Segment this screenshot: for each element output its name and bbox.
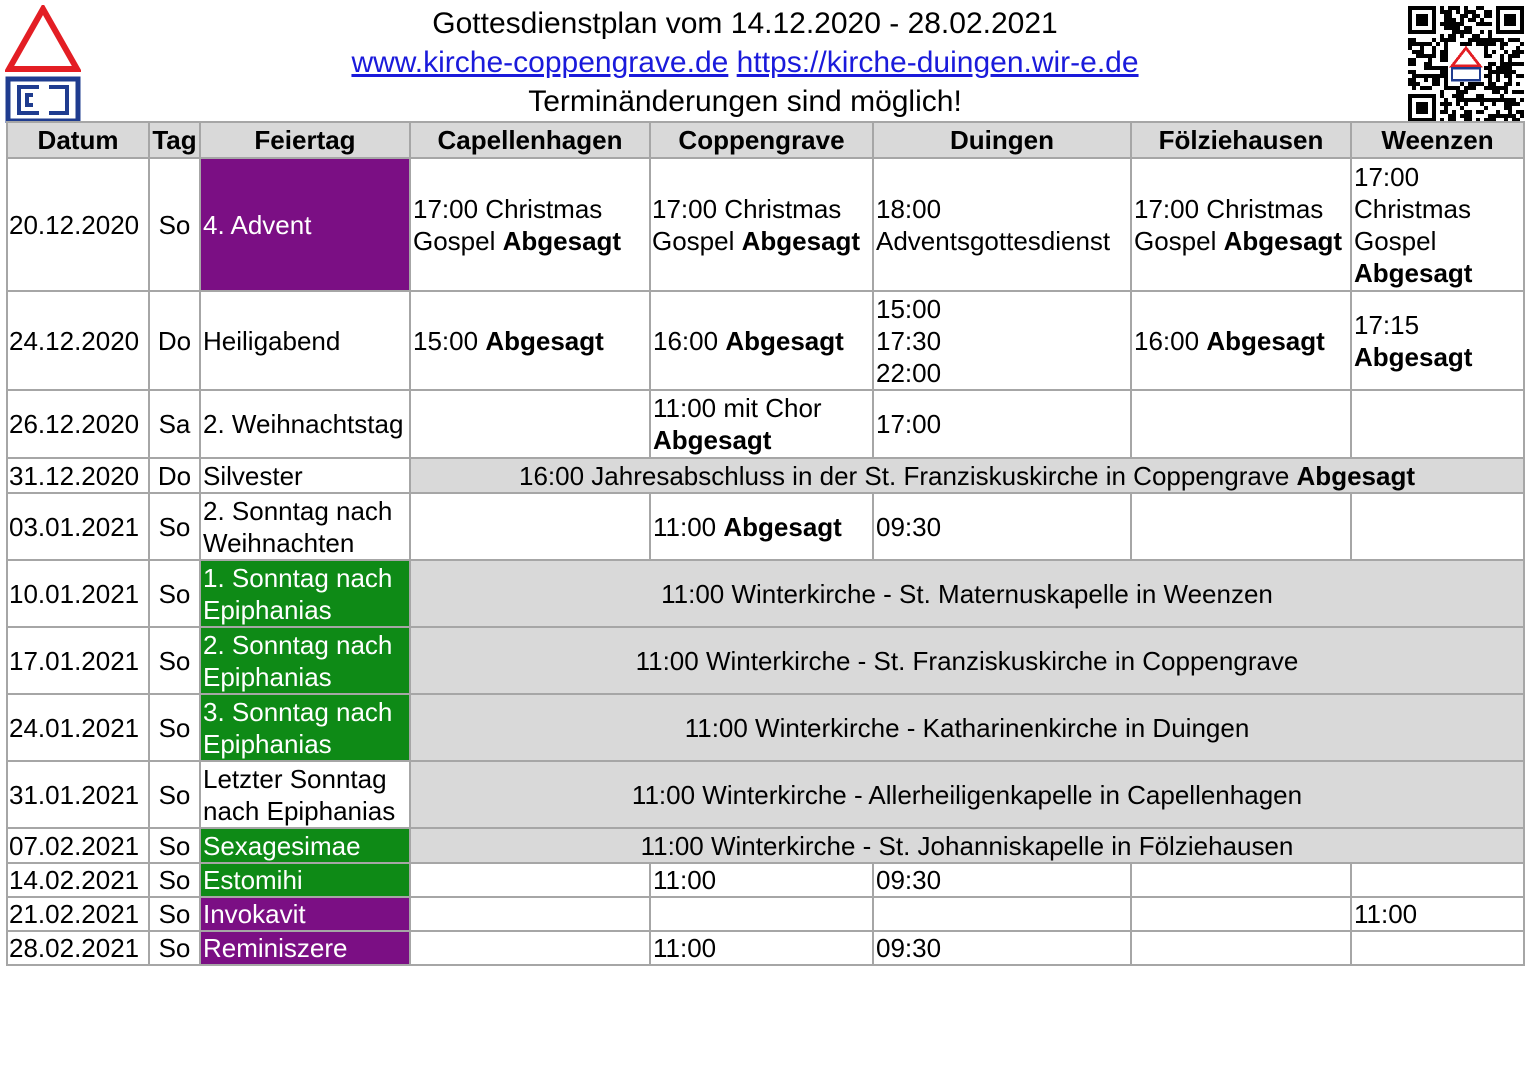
joint-service-cell: 11:00 Winterkirche - Allerheiligenkapelle in Capellenhagen: [410, 761, 1524, 828]
holiday-cell: 2. Sonntag nach Epiphanias: [200, 627, 410, 694]
weekday-cell: So: [149, 761, 200, 828]
weekday-cell: So: [149, 158, 200, 291]
col-header: Feiertag: [200, 122, 410, 158]
holiday-cell: 4. Advent: [200, 158, 410, 291]
col-header: Coppengrave: [650, 122, 873, 158]
service-cell: [1351, 931, 1524, 965]
table-row: [7, 863, 1524, 897]
service-cell: 17:00 Christmas Gospel Abgesagt: [410, 158, 650, 291]
table-row: [7, 390, 1524, 458]
service-cell: 11:00: [650, 931, 873, 965]
weekday-cell: Do: [149, 291, 200, 390]
page-header: [280, 4, 1210, 121]
service-cell: [873, 897, 1131, 931]
weekday-cell: So: [149, 493, 200, 560]
church-logo: [5, 5, 81, 123]
table-row: [7, 291, 1524, 390]
weekday-cell: Sa: [149, 390, 200, 458]
date-cell: 21.02.2021: [7, 897, 149, 931]
table-header-row: [7, 122, 1524, 158]
holiday-cell: Invokavit: [200, 897, 410, 931]
service-cell: 16:00 Abgesagt: [1131, 291, 1351, 390]
date-cell: 17.01.2021: [7, 627, 149, 694]
joint-service-cell: 11:00 Winterkirche - St. Franziskuskirche in Coppengrave: [410, 627, 1524, 694]
holiday-cell: 2. Weihnachtstag: [200, 390, 410, 458]
service-cell: [1131, 863, 1351, 897]
weekday-cell: So: [149, 897, 200, 931]
service-cell: [1351, 390, 1524, 458]
service-cell: [410, 863, 650, 897]
col-header: Datum: [7, 122, 149, 158]
service-cell: [1131, 931, 1351, 965]
weekday-cell: So: [149, 627, 200, 694]
date-cell: 10.01.2021: [7, 560, 149, 627]
service-cell: 11:00: [650, 863, 873, 897]
service-cell: 15:00 17:30 22:00: [873, 291, 1131, 390]
col-header: Tag: [149, 122, 200, 158]
joint-service-cell: 11:00 Winterkirche - St. Johanniskapelle in Fölziehausen: [410, 828, 1524, 863]
table-row: [7, 694, 1524, 761]
date-cell: 26.12.2020: [7, 390, 149, 458]
date-cell: 07.02.2021: [7, 828, 149, 863]
weekday-cell: So: [149, 828, 200, 863]
link-duingen[interactable]: https://kirche-duingen.wir-e.de: [736, 46, 1139, 79]
holiday-cell: Sexagesimae: [200, 828, 410, 863]
holiday-cell: 2. Sonntag nach Weihnachten: [200, 493, 410, 560]
holiday-cell: 1. Sonntag nach Epiphanias: [200, 560, 410, 627]
table-row: [7, 761, 1524, 828]
service-cell: [1131, 493, 1351, 560]
page-title: Gottesdienstplan vom 14.12.2020 - 28.02.2021: [432, 7, 1058, 40]
table-row: [7, 458, 1524, 493]
joint-service-cell: 11:00 Winterkirche - Katharinenkirche in Duingen: [410, 694, 1524, 761]
table-row: [7, 627, 1524, 694]
service-cell: [1131, 390, 1351, 458]
link-coppengrave[interactable]: www.kirche-coppengrave.de: [351, 46, 729, 79]
service-cell: [410, 897, 650, 931]
service-cell: 18:00 Adventsgottesdienst: [873, 158, 1131, 291]
table-row: [7, 828, 1524, 863]
service-cell: 09:30: [873, 863, 1131, 897]
date-cell: 31.01.2021: [7, 761, 149, 828]
weekday-cell: So: [149, 863, 200, 897]
service-cell: [410, 493, 650, 560]
service-cell: 11:00 mit Chor Abgesagt: [650, 390, 873, 458]
holiday-cell: Silvester: [200, 458, 410, 493]
service-cell: 15:00 Abgesagt: [410, 291, 650, 390]
date-cell: 20.12.2020: [7, 158, 149, 291]
holiday-cell: Letzter Sonntag nach Epiphanias: [200, 761, 410, 828]
joint-service-cell: 11:00 Winterkirche - St. Maternuskapelle in Weenzen: [410, 560, 1524, 627]
service-cell: 17:15 Abgesagt: [1351, 291, 1524, 390]
weekday-cell: So: [149, 931, 200, 965]
service-cell: 11:00: [1351, 897, 1524, 931]
weekday-cell: So: [149, 694, 200, 761]
date-cell: 14.02.2021: [7, 863, 149, 897]
service-cell: 11:00 Abgesagt: [650, 493, 873, 560]
service-cell: [1351, 493, 1524, 560]
date-cell: 31.12.2020: [7, 458, 149, 493]
holiday-cell: Heiligabend: [200, 291, 410, 390]
service-cell: [410, 390, 650, 458]
joint-service-cell: 16:00 Jahresabschluss in der St. Franziskuskirche in Coppengrave Abgesagt: [410, 458, 1524, 493]
holiday-cell: 3. Sonntag nach Epiphanias: [200, 694, 410, 761]
service-cell: 17:00 Christmas Gospel Abgesagt: [1351, 158, 1524, 291]
table-row: [7, 560, 1524, 627]
col-header: Duingen: [873, 122, 1131, 158]
holiday-cell: Estomihi: [200, 863, 410, 897]
date-cell: 24.01.2021: [7, 694, 149, 761]
change-notice: Terminänderungen sind möglich!: [528, 85, 962, 118]
col-header: Weenzen: [1351, 122, 1524, 158]
col-header: Capellenhagen: [410, 122, 650, 158]
service-cell: 17:00 Christmas Gospel Abgesagt: [650, 158, 873, 291]
service-cell: 09:30: [873, 493, 1131, 560]
service-cell: 17:00 Christmas Gospel Abgesagt: [1131, 158, 1351, 291]
table-row: [7, 897, 1524, 931]
service-schedule-table: [6, 121, 1525, 966]
col-header: Fölziehausen: [1131, 122, 1351, 158]
date-cell: 28.02.2021: [7, 931, 149, 965]
weekday-cell: Do: [149, 458, 200, 493]
date-cell: 03.01.2021: [7, 493, 149, 560]
service-cell: 09:30: [873, 931, 1131, 965]
qr-code-icon: [1408, 6, 1524, 122]
table-row: [7, 158, 1524, 291]
service-cell: 17:00: [873, 390, 1131, 458]
table-row: [7, 931, 1524, 965]
service-cell: 16:00 Abgesagt: [650, 291, 873, 390]
table-row: [7, 493, 1524, 560]
service-cell: [650, 897, 873, 931]
website-links: [280, 43, 1210, 82]
holiday-cell: Reminiszere: [200, 931, 410, 965]
date-cell: 24.12.2020: [7, 291, 149, 390]
service-cell: [1351, 863, 1524, 897]
service-cell: [410, 931, 650, 965]
weekday-cell: So: [149, 560, 200, 627]
service-cell: [1131, 897, 1351, 931]
